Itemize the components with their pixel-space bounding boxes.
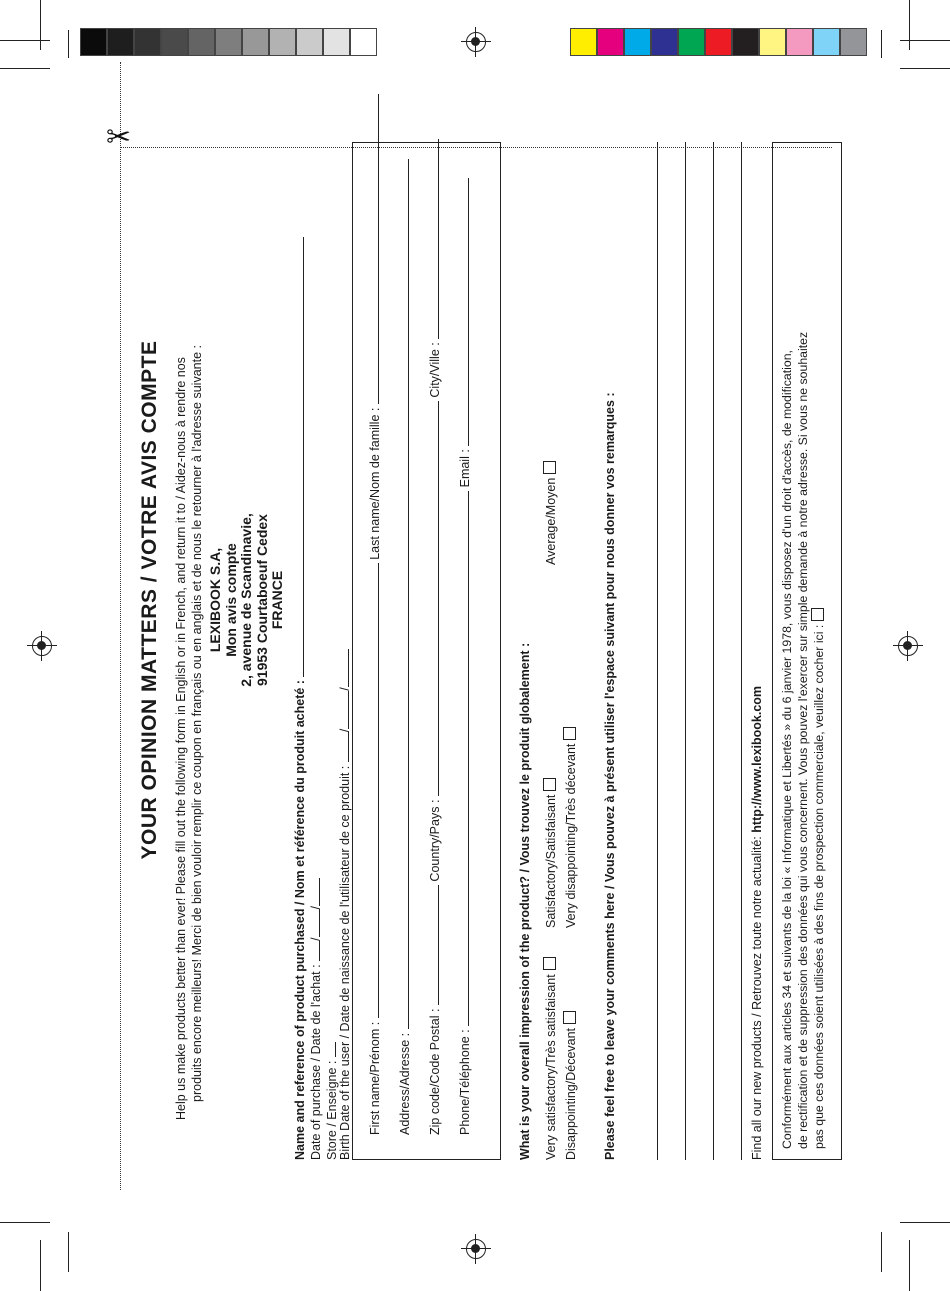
comment-line-1[interactable] bbox=[657, 142, 658, 1160]
zip-row: Zip code/Code Postal : Country/Pays : City/Ville : bbox=[427, 139, 442, 1135]
disappointing-checkbox[interactable] bbox=[563, 1011, 576, 1024]
birth-day-field[interactable] bbox=[337, 732, 349, 762]
rating-very-satisfactory[interactable]: Very satisfactory/Très satisfaisant bbox=[543, 957, 558, 1160]
birth-month-field[interactable] bbox=[337, 691, 349, 729]
birth-date-row: Birth Date of the user / Date de naissance de l'utilisateur de ce produit : // bbox=[337, 649, 352, 1160]
first-name-row: First name/Prénom : Last name/Nom de famille : bbox=[367, 94, 382, 1135]
very-disappointing-checkbox[interactable] bbox=[563, 727, 576, 740]
very-satisfactory-checkbox[interactable] bbox=[543, 957, 556, 970]
rating-satisfactory[interactable]: Satisfactory/Satisfaisant bbox=[543, 778, 558, 928]
registration-mark-left bbox=[32, 636, 52, 656]
purchase-month-field[interactable] bbox=[308, 909, 320, 937]
product-heading: Name and reference of product purchased / Nom et référence du produit acheté : bbox=[292, 237, 307, 1160]
comment-line-2[interactable] bbox=[685, 142, 686, 1160]
purchase-year-field[interactable] bbox=[308, 878, 320, 906]
website-link[interactable]: http://www.lexibook.com bbox=[750, 685, 764, 833]
intro-text: Help us make products better than ever! Please fill out the following form in English or in French, and return it to / Aidez-nous à rendre nos produits encore meilleurs! Merci de bien vouloir remplir ce coupon en français ou en anglais et de nous le retourner à l'adresse suivante : bbox=[174, 345, 204, 1120]
rating-disappointing[interactable]: Disappointing/Décevant bbox=[563, 1011, 578, 1160]
opt-out-checkbox[interactable] bbox=[811, 608, 824, 621]
page-title: YOUR OPINION MATTERS / VOTRE AVIS COMPTE bbox=[138, 340, 161, 860]
satisfactory-checkbox[interactable] bbox=[543, 778, 556, 791]
registration-mark-bottom bbox=[466, 1239, 486, 1259]
comments-heading: Please feel free to leave your comments here / Vous pouvez à présent utiliser l'espace suivant pour nous donner vos remarques : bbox=[603, 392, 617, 1160]
last-name-field[interactable] bbox=[367, 94, 379, 404]
gray-swatch-1 bbox=[80, 28, 107, 56]
website-line: Find all our new products / Retrouvez toute notre actualité: http://www.lexibook.com bbox=[750, 685, 764, 1160]
comment-line-3[interactable] bbox=[713, 142, 714, 1160]
rating-average[interactable]: Average/Moyen bbox=[543, 461, 558, 565]
address-field[interactable] bbox=[397, 159, 409, 1029]
birth-year-field[interactable] bbox=[337, 649, 349, 687]
email-field[interactable] bbox=[457, 178, 469, 446]
purchase-day-field[interactable] bbox=[308, 941, 320, 961]
phone-field[interactable] bbox=[457, 491, 469, 1026]
first-name-field[interactable] bbox=[367, 563, 379, 1018]
purchase-date-row: Date of purchase / Date de l'achat : // bbox=[308, 878, 323, 1160]
zip-field[interactable] bbox=[427, 885, 439, 1005]
product-name-field[interactable] bbox=[292, 237, 304, 677]
average-checkbox[interactable] bbox=[543, 461, 556, 474]
phone-row: Phone/Téléphone : Email : bbox=[457, 178, 472, 1135]
registration-mark-right bbox=[898, 636, 918, 656]
legal-notice: Conformément aux articles 34 et suivants de la loi « Informatique et Libertés » du 6 janvier 1978, vous disposez d'un droit d'accès, de modification, de rectification et de suppression des données qui vous concernent. Vous pouvez l'exercer sur simple demande à notre adresse. Si vous ne souhaitez pas que ces données soient utilisées à des fins de prospection commerciale, veuillez cocher ici : bbox=[772, 142, 842, 1160]
return-address: LEXIBOOK S.A, Mon avis compte 2, avenue de Scandinavie, 91953 Courtaboeuf Cedex FRANCE bbox=[207, 513, 285, 687]
rating-very-disappointing[interactable]: Very disappointing/Très décevant bbox=[563, 727, 578, 928]
impression-question: What is your overall impression of the product? / Vous trouvez le produit globalement : bbox=[518, 642, 532, 1160]
comment-line-4[interactable] bbox=[741, 142, 742, 1160]
country-field[interactable] bbox=[427, 401, 439, 796]
store-row: Store / Enseigne : bbox=[324, 1042, 339, 1160]
cut-line-vertical bbox=[120, 62, 121, 1190]
contact-box bbox=[352, 142, 501, 1160]
city-field[interactable] bbox=[427, 139, 439, 339]
scissors-icon: ✂ bbox=[106, 121, 132, 154]
store-field[interactable] bbox=[324, 1042, 336, 1057]
opinion-coupon bbox=[130, 40, 900, 1160]
address-row: Address/Adresse : bbox=[397, 159, 412, 1135]
